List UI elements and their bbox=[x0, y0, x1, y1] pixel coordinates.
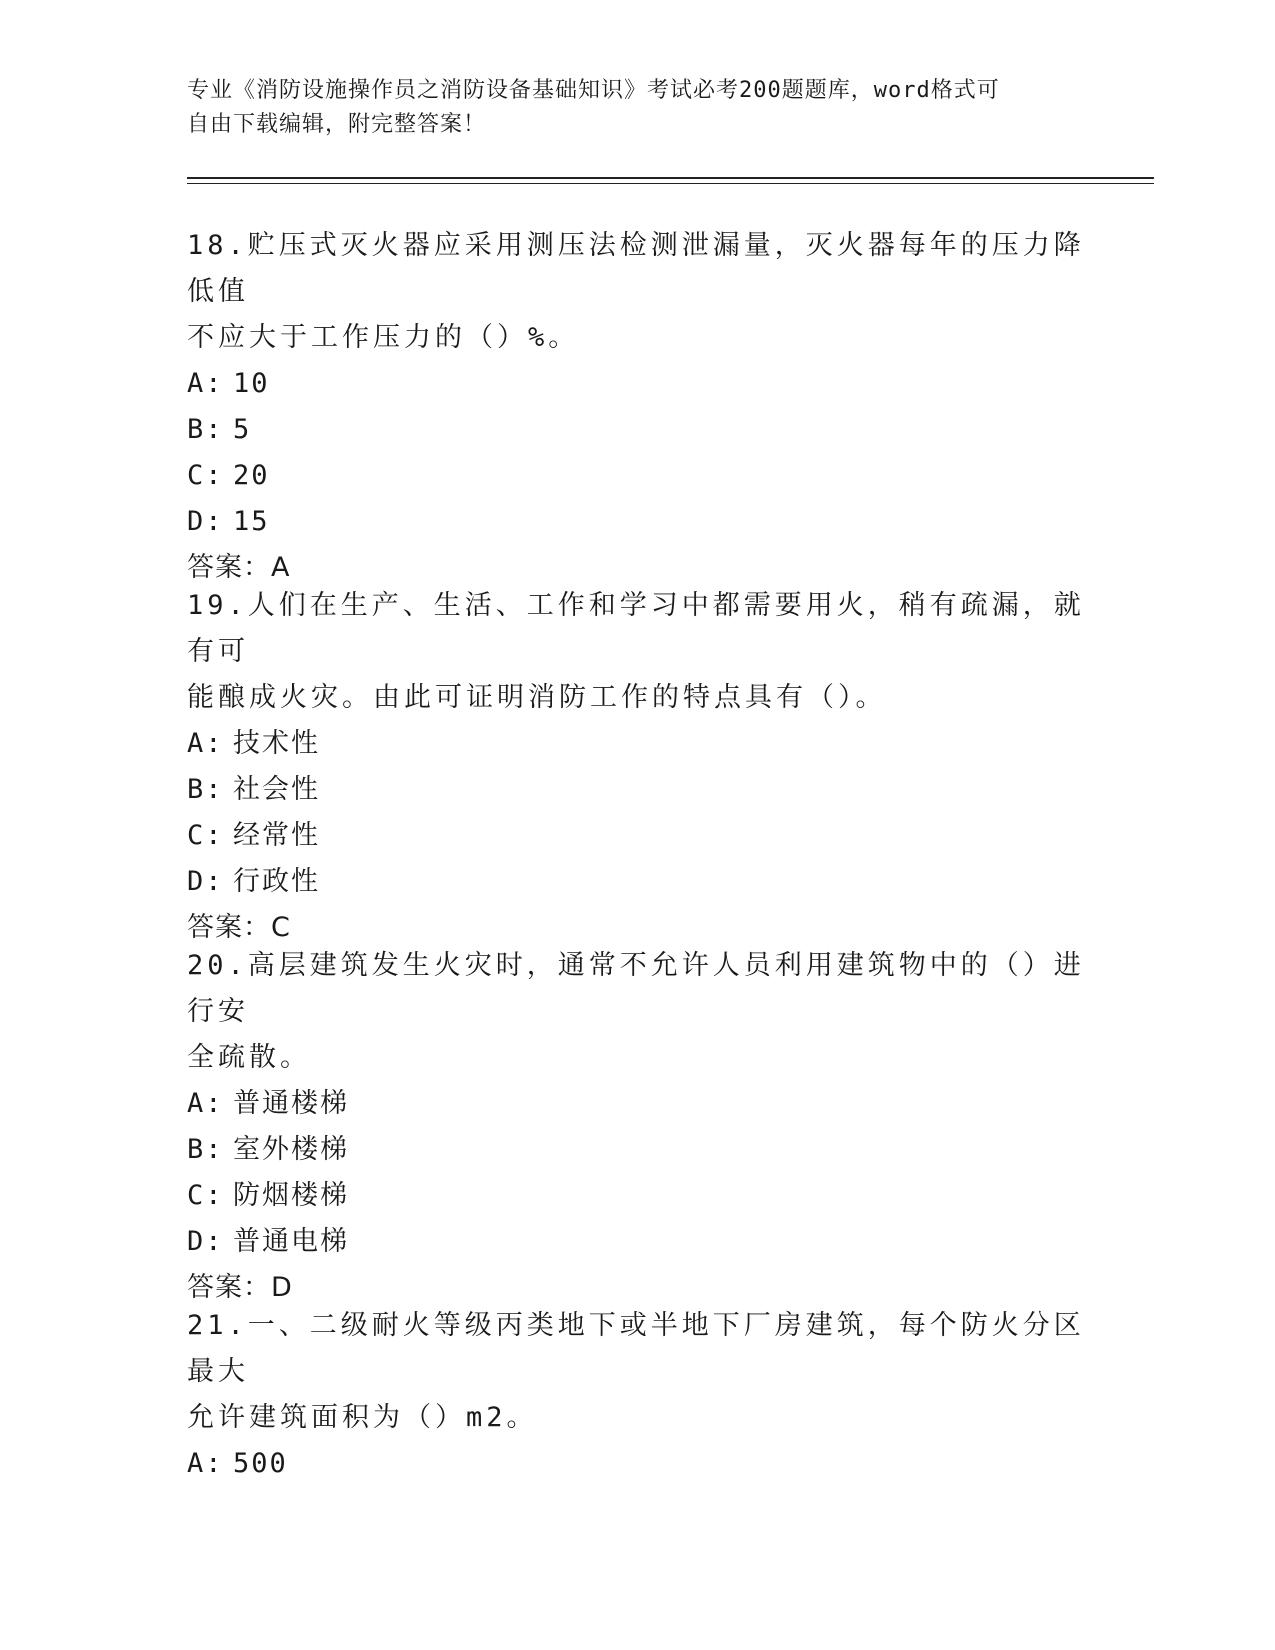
option-key: A: bbox=[187, 1448, 224, 1479]
option-text: 20 bbox=[233, 460, 270, 491]
option-c bbox=[187, 453, 1087, 499]
option-b bbox=[187, 407, 1087, 453]
option-key: B: bbox=[187, 774, 224, 805]
option-text: 5 bbox=[233, 414, 252, 445]
option-key: D: bbox=[187, 866, 224, 897]
header-divider-thick bbox=[187, 177, 1154, 179]
header-line-2: 自由下载编辑，附完整答案！ bbox=[187, 112, 487, 137]
option-key: C: bbox=[187, 460, 224, 491]
question-stem-line: 不应大于工作压力的（）%。 bbox=[187, 322, 580, 353]
option-a bbox=[187, 721, 1087, 767]
option-text: 社会性 bbox=[233, 774, 320, 805]
option-a bbox=[187, 1441, 1087, 1487]
option-b bbox=[187, 767, 1087, 813]
option-c bbox=[187, 1173, 1087, 1219]
option-d bbox=[187, 859, 1087, 905]
option-text: 室外楼梯 bbox=[233, 1134, 349, 1165]
option-a bbox=[187, 361, 1087, 407]
header-divider-thin bbox=[187, 183, 1154, 184]
option-key: A: bbox=[187, 368, 224, 399]
option-text: 普通楼梯 bbox=[233, 1088, 349, 1119]
answer-line: 答案：D bbox=[187, 1272, 293, 1303]
option-key: C: bbox=[187, 820, 224, 851]
option-text: 15 bbox=[233, 506, 270, 537]
option-text: 经常性 bbox=[233, 820, 320, 851]
option-c bbox=[187, 813, 1087, 859]
option-text: 防烟楼梯 bbox=[233, 1180, 349, 1211]
option-text: 技术性 bbox=[233, 728, 320, 759]
question-20 bbox=[187, 943, 1087, 1311]
option-key: B: bbox=[187, 1134, 224, 1165]
question-stem-line: 19.人们在生产、生活、工作和学习中都需要用火，稍有疏漏，就有可 bbox=[187, 590, 1085, 667]
question-stem-line: 全疏散。 bbox=[187, 1042, 311, 1073]
answer-line: 答案：A bbox=[187, 552, 291, 583]
document-header bbox=[187, 74, 1067, 142]
option-a bbox=[187, 1081, 1087, 1127]
option-b bbox=[187, 1127, 1087, 1173]
option-text: 普通电梯 bbox=[233, 1226, 349, 1257]
question-stem-line: 能酿成火灾。由此可证明消防工作的特点具有（）。 bbox=[187, 682, 887, 713]
option-d bbox=[187, 499, 1087, 545]
question-19 bbox=[187, 583, 1087, 951]
question-stem-line: 21.一、二级耐火等级丙类地下或半地下厂房建筑，每个防火分区最大 bbox=[187, 1310, 1085, 1387]
option-text: 行政性 bbox=[233, 866, 320, 897]
option-text: 10 bbox=[233, 368, 270, 399]
option-key: A: bbox=[187, 728, 224, 759]
option-key: D: bbox=[187, 1226, 224, 1257]
header-line-1: 专业《消防设施操作员之消防设备基础知识》考试必考200题题库，word格式可 bbox=[187, 78, 1000, 103]
question-stem-line: 20.高层建筑发生火灾时，通常不允许人员利用建筑物中的（）进行安 bbox=[187, 950, 1085, 1027]
question-stem-line: 18.贮压式灭火器应采用测压法检测泄漏量，灭火器每年的压力降低值 bbox=[187, 230, 1085, 307]
question-21 bbox=[187, 1303, 1087, 1487]
option-key: B: bbox=[187, 414, 224, 445]
question-stem-line: 允许建筑面积为（）m2。 bbox=[187, 1402, 538, 1433]
answer-line: 答案：C bbox=[187, 912, 291, 943]
option-key: A: bbox=[187, 1088, 224, 1119]
option-d bbox=[187, 1219, 1087, 1265]
question-18 bbox=[187, 223, 1087, 591]
option-text: 500 bbox=[233, 1448, 288, 1479]
option-key: C: bbox=[187, 1180, 224, 1211]
option-key: D: bbox=[187, 506, 224, 537]
